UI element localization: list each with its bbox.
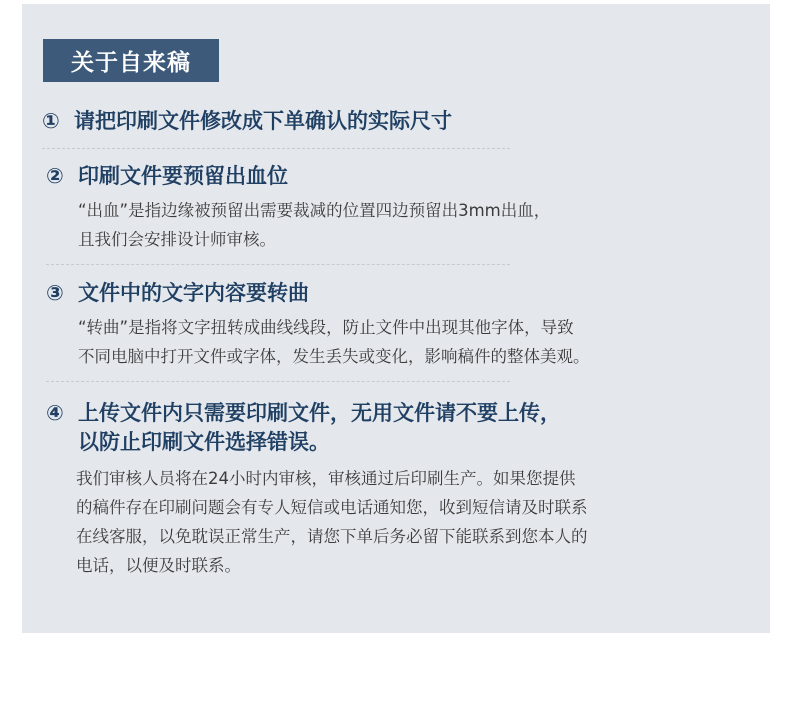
item-3-text-line-1: “转曲”是指将文字扭转成曲线线段，防止文件中出现其他字体，导致 <box>78 318 574 337</box>
item-3-text-line-2: 不同电脑中打开文件或字体，发生丢失或变化，影响稿件的整体美观。 <box>78 347 590 366</box>
item-3-title: 文件中的文字内容要转曲 <box>78 281 309 305</box>
item-2-text-line-1: “出血”是指边缘被预留出需要裁减的位置四边预留出3mm出血， <box>78 201 551 220</box>
divider-1 <box>42 148 510 149</box>
item-4-text-line-1: 我们审核人员将在24小时内审核，审核通过后印刷生产。如果您提供 <box>76 469 576 488</box>
item-4-text-line-2: 的稿件存在印刷问题会有专人短信或电话通知您，收到短信请及时联系 <box>76 498 588 517</box>
item-3-number: ③ <box>46 281 64 305</box>
item-3-heading <box>46 278 309 308</box>
item-4-heading <box>46 398 561 428</box>
item-4-number: ④ <box>46 401 64 425</box>
divider-2 <box>46 264 510 265</box>
item-2-number: ② <box>46 164 64 188</box>
item-1-heading <box>42 106 452 136</box>
divider-3 <box>46 381 510 382</box>
item-4-text-line-4: 电话，以便及时联系。 <box>76 556 241 575</box>
item-1-number: ① <box>42 109 60 133</box>
item-4-text-line-3: 在线客服，以免耽误正常生产，请您下单后务必留下能联系到您本人的 <box>76 527 588 546</box>
item-1-title: 请把印刷文件修改成下单确认的实际尺寸 <box>74 109 452 133</box>
item-2-title: 印刷文件要预留出血位 <box>78 164 288 188</box>
section-title: 关于自来稿 <box>43 39 219 82</box>
item-2-heading <box>46 161 288 191</box>
item-2-text-line-2: 且我们会安排设计师审核。 <box>78 230 276 249</box>
item-4-title: 上传文件内只需要印刷文件，无用文件请不要上传， <box>78 401 561 425</box>
item-4-heading-line-2: 以防止印刷文件选择错误。 <box>78 430 330 454</box>
